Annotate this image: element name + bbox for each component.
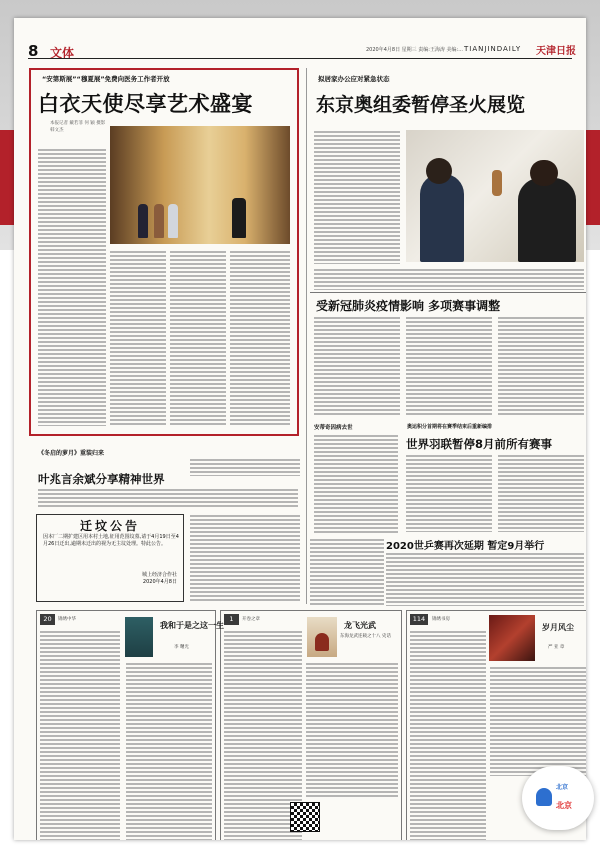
torch-object bbox=[492, 170, 502, 196]
brand-english: TIANJINDAILY bbox=[464, 45, 522, 53]
relocation-notice bbox=[36, 514, 184, 602]
pingpong-headline: 2020世乒赛再次延期 暂定9月举行 bbox=[386, 541, 545, 552]
notice-date: 2020年4月8日 bbox=[142, 579, 177, 585]
notice-body: 因本厂二期扩建区用本村土地,征用范围坟墓,请于4月19日至4月26日迁出,逾期未迁出的视为无主坟处理。特此公告。 bbox=[43, 534, 179, 547]
visitor-head bbox=[426, 158, 452, 184]
column-divider bbox=[306, 68, 307, 604]
visitor-figure bbox=[168, 204, 178, 238]
serial-body-3b bbox=[490, 666, 586, 776]
book-body-upper bbox=[190, 458, 300, 476]
skating-body-col3 bbox=[498, 316, 584, 416]
olympics-body bbox=[314, 130, 400, 264]
portrait-figure bbox=[315, 633, 329, 651]
pingpong-body-left bbox=[310, 538, 384, 606]
serial-body-2b bbox=[306, 662, 398, 798]
newspaper-page bbox=[14, 18, 586, 840]
serial-title-2: 龙飞光武 bbox=[344, 621, 376, 630]
serial-body-3a bbox=[410, 630, 486, 840]
olympics-body-bottom bbox=[314, 268, 584, 290]
visitor-figure bbox=[518, 178, 576, 262]
badminton-headline: 世界羽联暂停8月前所有赛事 bbox=[406, 437, 553, 451]
torch-exhibition-photo bbox=[406, 130, 584, 262]
feature-body-col2 bbox=[110, 250, 166, 426]
header-rule bbox=[28, 58, 572, 59]
serial-title-3: 岁月风尘 bbox=[542, 623, 574, 632]
notice-signer: 城上经济合作社 bbox=[141, 572, 177, 578]
serial-tag-2: 开卷之章 bbox=[242, 617, 260, 622]
page-number: 8 bbox=[28, 42, 39, 60]
pingpong-body bbox=[386, 552, 584, 606]
feature-byline: 本报记者 戴若菲 何 颖 摄影 韩文杰 bbox=[50, 121, 106, 133]
beijing-badge[interactable] bbox=[522, 766, 594, 830]
feature-headline: 白衣天使尽享艺术盛宴 bbox=[38, 92, 253, 116]
serial-title-1: 我和于是之这一生 bbox=[160, 621, 224, 630]
visitor-figure bbox=[420, 174, 464, 262]
brand-logo: 天津日报 bbox=[536, 46, 576, 57]
date-line: 2020年4月8日 星期三 责编:王海涛 美编:... bbox=[366, 47, 463, 53]
book-body-top bbox=[38, 488, 298, 508]
qr-code[interactable] bbox=[290, 802, 320, 832]
visitor-figure bbox=[154, 204, 164, 238]
serial-author-3: 严 亚 章 bbox=[548, 645, 565, 650]
badge-text-bottom: 北京 bbox=[556, 801, 572, 810]
badminton-body-col1 bbox=[406, 454, 492, 532]
skating-body-col2 bbox=[406, 316, 492, 416]
feature-kicker: “安第斯展”“穆夏展”免费向医务工作者开放 bbox=[42, 75, 170, 83]
obituary-body bbox=[314, 434, 398, 534]
serial-number-1: 20 bbox=[40, 614, 55, 625]
serial-body-1b bbox=[126, 662, 212, 840]
mascot-icon bbox=[536, 788, 552, 806]
notice-title: 迁坟公告 bbox=[79, 519, 140, 533]
badminton-kicker: 奥运积分首期将在赛季结束后重新编排 bbox=[407, 424, 493, 430]
serial-number-2: 1 bbox=[224, 614, 239, 625]
book-body-side bbox=[190, 514, 300, 602]
notice-signature bbox=[142, 572, 177, 586]
skating-body-col1 bbox=[314, 316, 400, 416]
book-cover-1 bbox=[125, 617, 153, 657]
feature-body-col1 bbox=[38, 148, 106, 426]
visitor-head bbox=[530, 160, 558, 186]
olympics-kicker: 拟居家办公应对紧急状态 bbox=[318, 75, 390, 83]
section-name: 文体 bbox=[50, 46, 75, 60]
serial-subtitle-2: 东海龙武连载之十八 史话 bbox=[340, 634, 391, 639]
badminton-body-col2 bbox=[498, 454, 584, 532]
badge-text-top: 北京 bbox=[556, 784, 569, 791]
serial-body-1a bbox=[40, 630, 120, 840]
exhibition-photo bbox=[110, 126, 290, 244]
serial-number-3: 114 bbox=[410, 614, 428, 625]
serial-author-1: 李 曙光 bbox=[174, 645, 189, 650]
visitor-figure bbox=[138, 204, 148, 238]
skating-headline: 受新冠肺炎疫情影响 多项赛事调整 bbox=[316, 299, 501, 313]
book-cover-3 bbox=[489, 615, 535, 661]
obituary-kicker: 安蒂奇因病去世 bbox=[314, 425, 353, 431]
olympics-headline: 东京奥组委暂停圣火展览 bbox=[316, 94, 526, 116]
section-rule bbox=[310, 292, 586, 293]
feature-body-col4 bbox=[230, 250, 290, 426]
book-kicker: 《冬启的萝月》重装归来 bbox=[38, 450, 105, 457]
serial-tag-1: 锦绣中华 bbox=[58, 617, 76, 622]
feature-body-col3 bbox=[170, 250, 226, 426]
visitor-figure bbox=[232, 198, 246, 238]
serial-tag-3: 锦绣书房 bbox=[432, 617, 450, 622]
book-headline: 叶兆言余斌分享精神世界 bbox=[38, 472, 165, 486]
